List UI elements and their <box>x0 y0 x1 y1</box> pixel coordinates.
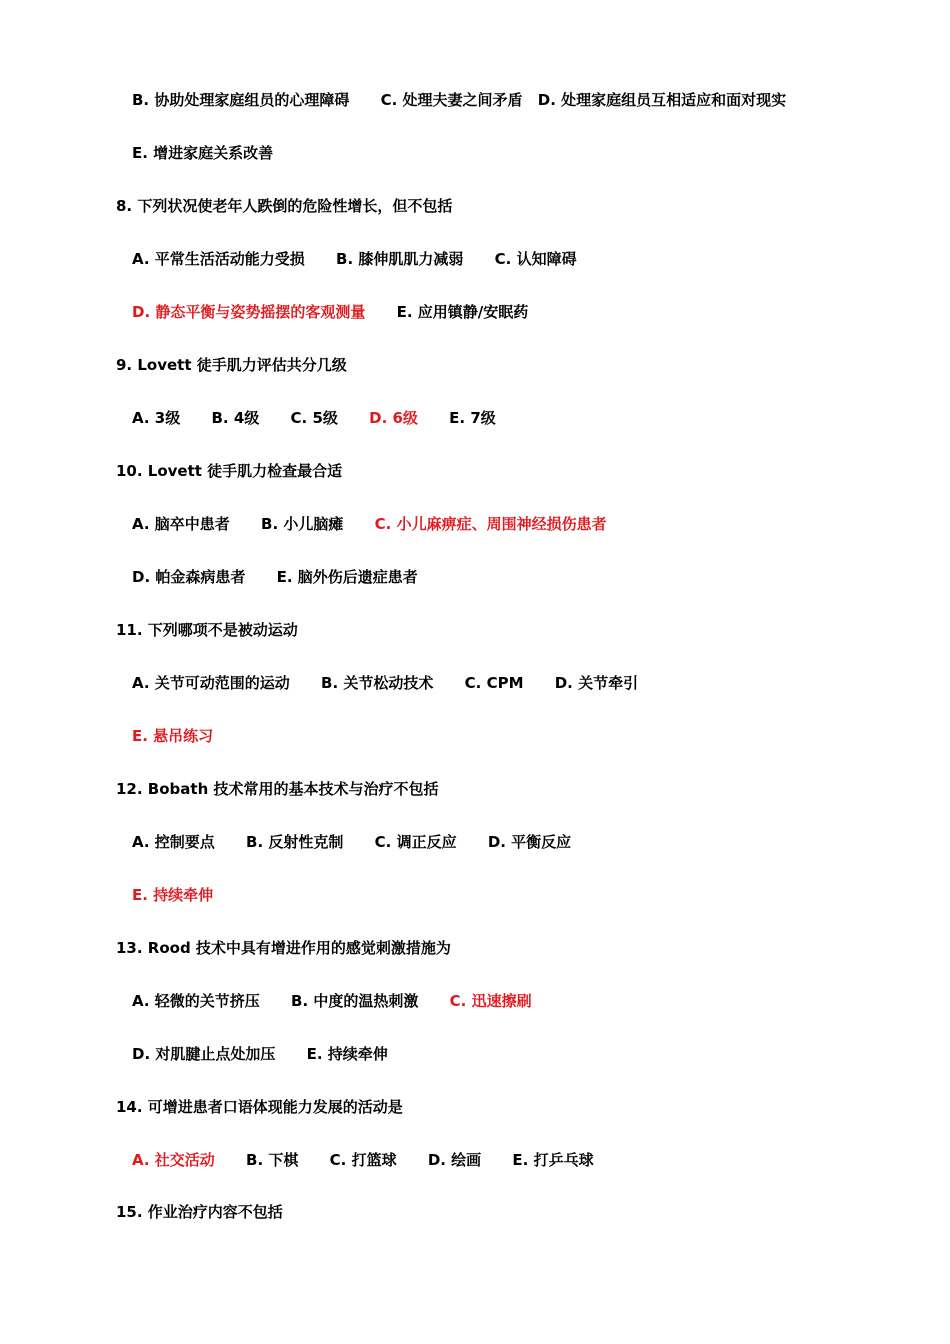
question-9-stem: 9. Lovett 徒手肌力评估共分几级 <box>116 356 347 374</box>
option-e-answer: E. 持续牵伸 <box>132 886 214 904</box>
option-d: D. 对肌腱止点处加压 <box>132 1045 276 1063</box>
option-b: B. 反射性克制 <box>246 833 344 851</box>
option-d: D. 处理家庭组员互相适应和面对现实 <box>537 91 787 109</box>
question-13-stem: 13. Rood 技术中具有增进作用的感觉刺激措施为 <box>116 939 451 957</box>
option-c: C. 5级 <box>290 409 338 427</box>
option-b: B. 膝伸肌肌力减弱 <box>336 250 464 268</box>
option-a: A. 关节可动范围的运动 <box>132 674 290 692</box>
option-a: A. 3级 <box>132 409 181 427</box>
option-c: C. 打篮球 <box>329 1151 397 1169</box>
option-c: C. 调正反应 <box>374 833 457 851</box>
option-d: D. 绘画 <box>427 1151 482 1169</box>
question-12-stem: 12. Bobath 技术常用的基本技术与治疗不包括 <box>116 780 439 798</box>
q7-options-line2 <box>132 143 299 163</box>
option-c-answer: C. 迅速擦刷 <box>449 992 532 1010</box>
option-c: C. 处理夫妻之间矛盾 <box>380 91 523 109</box>
q13-options-line2 <box>132 1044 414 1064</box>
q11-options-line1 <box>132 673 664 693</box>
q11-options-line2 <box>132 726 239 746</box>
option-b: B. 关节松动技术 <box>321 674 434 692</box>
question-14-stem: 14. 可增进患者口语体现能力发展的活动是 <box>116 1098 403 1116</box>
option-b: B. 4级 <box>211 409 260 427</box>
option-e: E. 打乒乓球 <box>512 1151 594 1169</box>
option-e: E. 增进家庭关系改善 <box>132 144 274 162</box>
option-b: B. 下棋 <box>246 1151 299 1169</box>
option-e-answer: E. 悬吊练习 <box>132 727 214 745</box>
option-d-answer: D. 静态平衡与姿势摇摆的客观测量 <box>132 303 366 321</box>
option-b: B. 小儿脑瘫 <box>261 515 344 533</box>
option-a: A. 脑卒中患者 <box>132 515 230 533</box>
q12-options-line2 <box>132 885 239 905</box>
q8-options-line2 <box>132 302 554 322</box>
option-b: B. 协助处理家庭组员的心理障碍 <box>132 91 350 109</box>
q14-options-line1 <box>132 1150 620 1170</box>
option-d: D. 平衡反应 <box>487 833 572 851</box>
q10-options-line2 <box>132 567 444 587</box>
option-c-answer: C. 小儿麻痹症、周围神经损伤患者 <box>374 515 607 533</box>
q9-options-line1 <box>132 408 522 428</box>
option-c: C. CPM <box>464 674 524 692</box>
question-8-stem: 8. 下列状况使老年人跌倒的危险性增长，但不包括 <box>116 197 453 215</box>
q8-options-line1 <box>132 249 603 269</box>
option-e: E. 7级 <box>449 409 496 427</box>
option-a: A. 控制要点 <box>132 833 215 851</box>
option-c: C. 认知障碍 <box>494 250 577 268</box>
question-15-stem: 15. 作业治疗内容不包括 <box>116 1203 283 1221</box>
question-10-stem: 10. Lovett 徒手肌力检查最合适 <box>116 462 343 480</box>
q7-options-line1 <box>132 90 812 110</box>
option-e: E. 脑外伤后遗症患者 <box>276 568 418 586</box>
option-a: A. 平常生活活动能力受损 <box>132 250 305 268</box>
question-11-stem: 11. 下列哪项不是被动运动 <box>116 621 298 639</box>
option-d-answer: D. 6级 <box>369 409 418 427</box>
option-a-answer: A. 社交活动 <box>132 1151 215 1169</box>
option-a: A. 轻微的关节挤压 <box>132 992 260 1010</box>
q10-options-line1 <box>132 514 633 534</box>
option-d: D. 帕金森病患者 <box>132 568 246 586</box>
q12-options-line1 <box>132 832 597 852</box>
option-e: E. 持续牵伸 <box>306 1045 388 1063</box>
option-d: D. 关节牵引 <box>554 674 639 692</box>
option-b: B. 中度的温热刺激 <box>291 992 419 1010</box>
option-e: E. 应用镇静/安眠药 <box>396 303 529 321</box>
q13-options-line1 <box>132 991 558 1011</box>
